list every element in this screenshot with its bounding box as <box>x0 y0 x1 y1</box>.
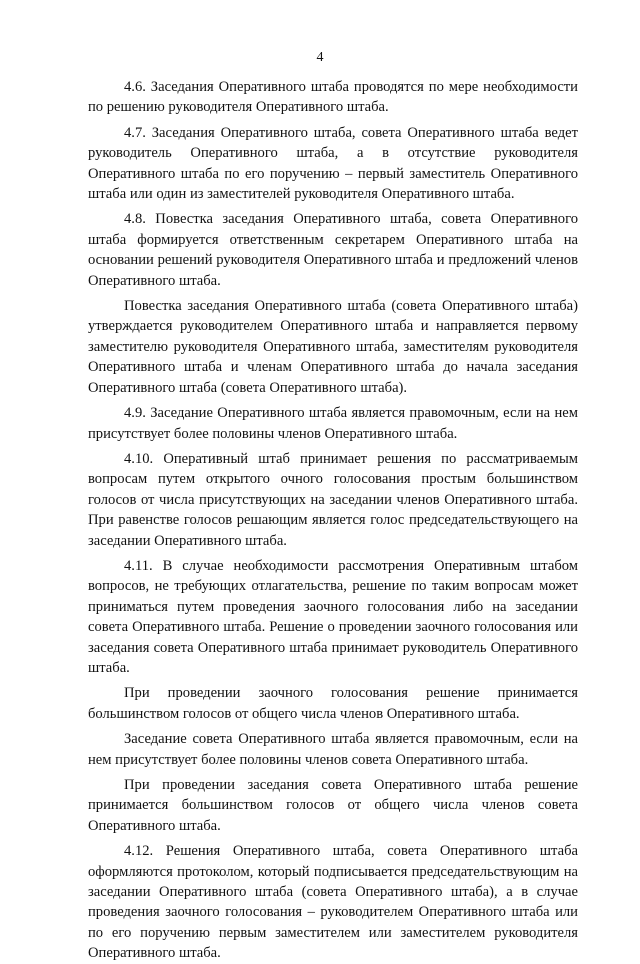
paragraph-4-9: 4.9. Заседание Оперативного штаба является правомочным, если на нем присутствует более половины членов Оперативного штаба. <box>88 405 578 442</box>
paragraph-absentee-vote: При проведении заочного голосования решение принимается большинством голосов от общего числа членов Оперативного штаба. <box>88 685 578 722</box>
paragraph-4-11: 4.11. В случае необходимости рассмотрения Оперативным штабом вопросов, не требующих отлагательства, решение по таким вопросам может приниматься путем проведения заочного голосования либо на заседании совета Оперативного штаба. Решение о проведении заочного голосования или заседания совета Оперативного штаба принимает руководитель Оперативного штаба. <box>88 557 578 676</box>
paragraph-4-12: 4.12. Решения Оперативного штаба, совета Оперативного штаба оформляются протоколом, который подписывается председательствующим на заседании Оперативного штаба (совета Оперативного штаба), а в случае проведения заочного голосования – руководителем Оперативного штаба или по его поручению первым заместителем или заместителем руководителя Оперативного штаба. <box>88 843 578 962</box>
paragraph-4-8: 4.8. Повестка заседания Оперативного штаба, совета Оперативного штаба формируется ответственным секретарем Оперативного штаба на основании решений руководителя Оперативного штаба и предложений членов Оперативного штаба. <box>88 211 578 289</box>
paragraph-agenda-approval: Повестка заседания Оперативного штаба (совета Оперативного штаба) утверждается руководителем Оперативного штаба и направляется первому заместителю руководителя Оперативного штаба, заместителям руководителя Оперативного штаба и членам Оперативного штаба до начала заседания Оперативного штаба (совета Оперативного штаба). <box>88 298 578 396</box>
paragraph-council-decision: При проведении заседания совета Оперативного штаба решение принимается большинством голосов от общего числа членов совета Оперативного штаба. <box>88 777 578 834</box>
paragraph-4-10: 4.10. Оперативный штаб принимает решения по рассматриваемым вопросам путем открытого очного голосования простым большинством голосов от числа присутствующих на заседании членов Оперативного штаба. При равенстве голосов решающим является голос председательствующего на заседании Оперативного штаба. <box>88 450 578 549</box>
document-body <box>88 77 578 964</box>
paragraph-4-6: 4.6. Заседания Оперативного штаба проводятся по мере необходимости по решению руководителя Оперативного штаба. <box>88 79 578 116</box>
paragraph-council-quorum: Заседание совета Оперативного штаба является правомочным, если на нем присутствует более половины членов совета Оперативного штаба. <box>88 731 578 768</box>
paragraph-4-7: 4.7. Заседания Оперативного штаба, совета Оперативного штаба ведет руководитель Оперативного штаба, а в отсутствие руководителя Оперативного штаба по его поручению – первый заместитель Оперативного штаба или один из заместителей руководителя Оперативного штаба. <box>88 124 578 203</box>
page-number: 4 <box>316 50 324 65</box>
